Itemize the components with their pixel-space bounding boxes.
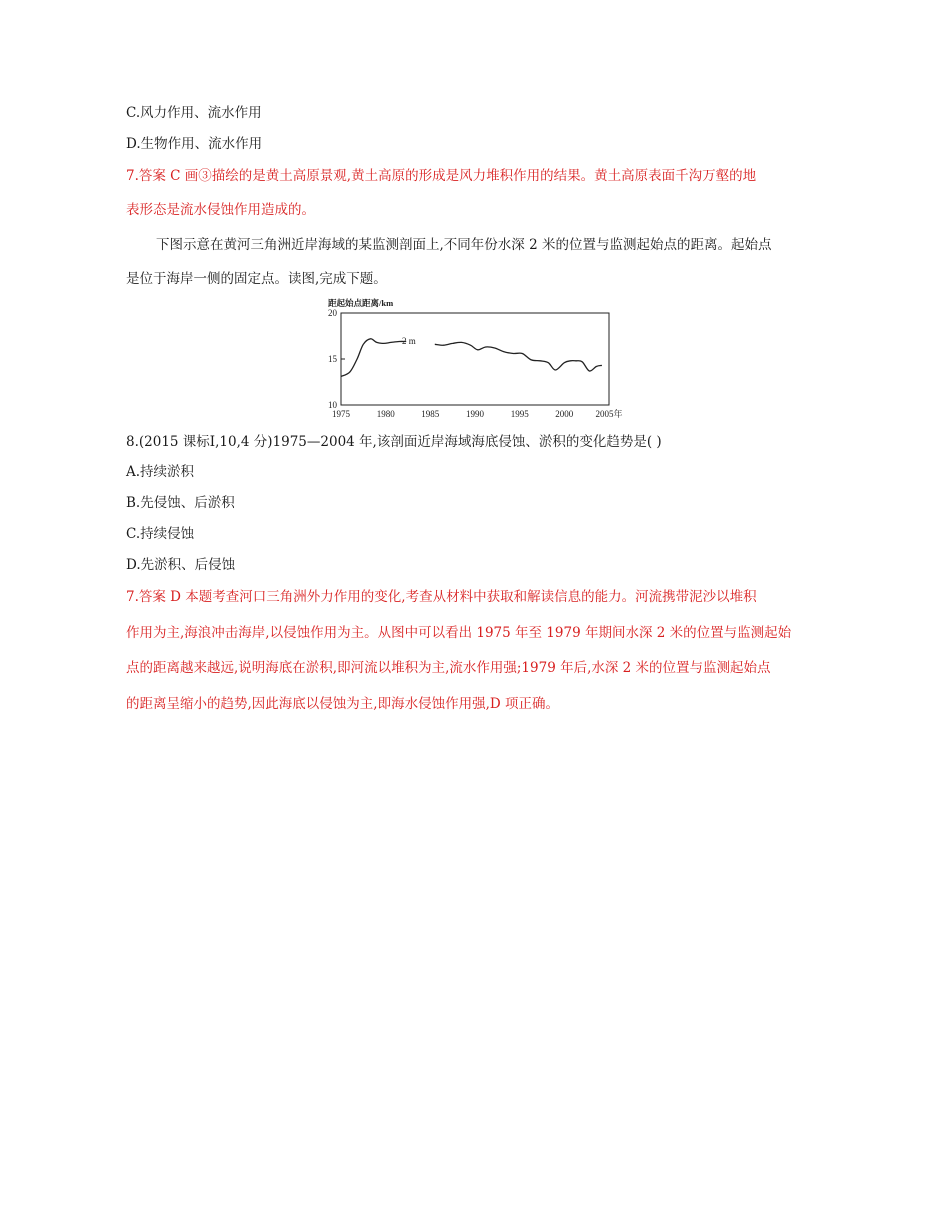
question-8-stem: 8.(2015 课标Ⅰ,10,4 分)1975—2004 年,该剖面近岸海域海底侵蚀、淤积的变化趋势是( ) — [126, 434, 662, 450]
series-line-segment-2 — [435, 342, 602, 371]
series-line-segment-1 — [341, 339, 406, 377]
option-d: D.先淤积、后侵蚀 — [126, 557, 236, 573]
x-tick-1975: 1975 — [332, 409, 350, 419]
answer-7a-line1: 7.答案 C 画③描绘的是黄土高原景观,黄土高原的形成是风力堆积作用的结果。黄土高原表面千沟万壑的地 — [126, 168, 757, 184]
plot-frame — [341, 313, 609, 405]
series-label-2m: 2 m — [402, 336, 416, 346]
answer-7b-line3: 点的距离越来越远,说明海底在淤积,即河流以堆积为主,流水作用强;1979 年后,水深 2 米的位置与监测起始点 — [126, 660, 771, 676]
y-axis-label: 距起始点距离/km — [328, 298, 394, 308]
line-c: C.风力作用、流水作用 — [126, 105, 262, 121]
x-tick-1990: 1990 — [466, 409, 484, 419]
answer-7b-line2: 作用为主,海浪冲击海岸,以侵蚀作用为主。从图中可以看出 1975 年至 1979 年期间水深 2 米的位置与监测起始 — [126, 625, 792, 641]
x-tick-2005: 2005年 — [595, 409, 623, 419]
x-tick-1985: 1985 — [421, 409, 440, 419]
answer-7b-line4: 的距离呈缩小的趋势,因此海底以侵蚀为主,即海水侵蚀作用强,D 项正确。 — [126, 696, 559, 712]
answer-7b-line1: 7.答案 D 本题考查河口三角洲外力作用的变化,考查从材料中获取和解读信息的能力。河流携带泥沙以堆积 — [126, 589, 757, 605]
answer-7a-line2: 表形态是流水侵蚀作用造成的。 — [126, 202, 315, 218]
y-tick-15: 15 — [328, 354, 337, 364]
line-d: D.生物作用、流水作用 — [126, 136, 263, 152]
option-a: A.持续淤积 — [126, 464, 195, 480]
distance-chart — [318, 297, 630, 421]
x-tick-1980: 1980 — [376, 409, 395, 419]
option-b: B.先侵蚀、后淤积 — [126, 495, 235, 511]
x-tick-2000: 2000 — [555, 409, 574, 419]
option-c: C.持续侵蚀 — [126, 526, 195, 542]
y-tick-20: 20 — [328, 308, 337, 318]
x-tick-1995: 1995 — [510, 409, 529, 419]
y-tick-10: 10 — [328, 400, 337, 410]
intro-line2: 是位于海岸一侧的固定点。读图,完成下题。 — [126, 271, 387, 287]
series-group — [341, 339, 602, 377]
intro-line1: 下图示意在黄河三角洲近岸海域的某监测剖面上,不同年份水深 2 米的位置与监测起始点的距离。起始点 — [156, 237, 772, 253]
